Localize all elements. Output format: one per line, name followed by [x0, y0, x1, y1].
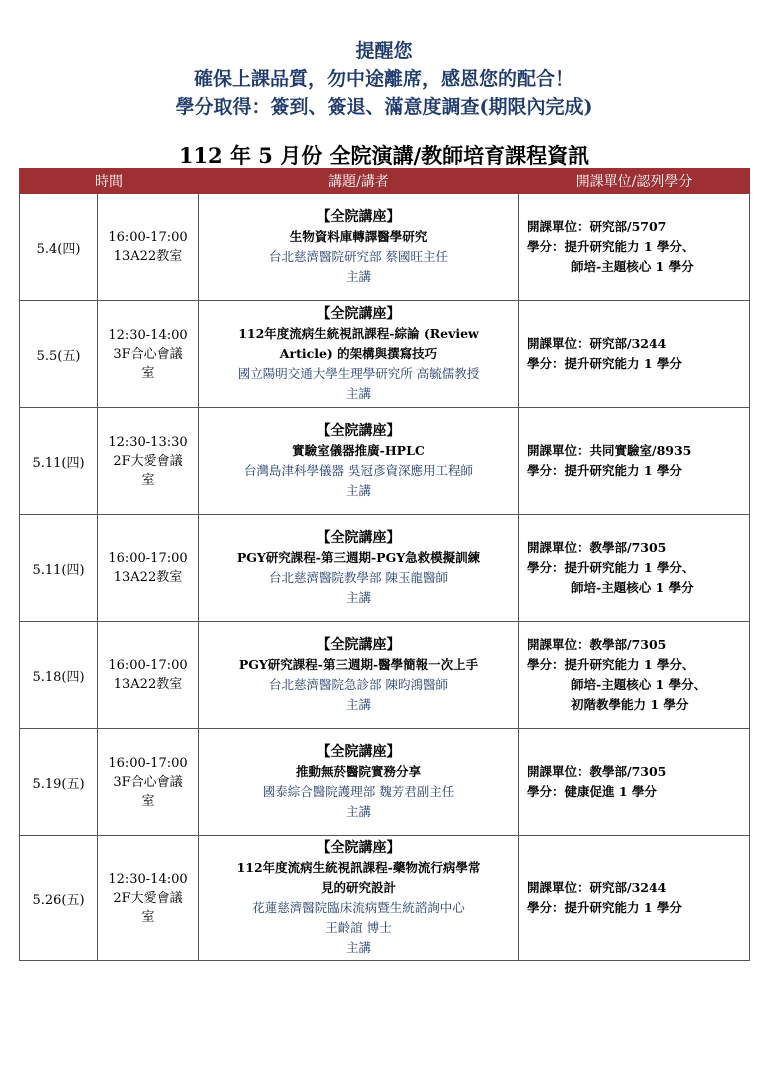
- time-line: 16:00-17:00: [108, 658, 188, 673]
- credit-line: 師培-主題核心 1 學分: [571, 259, 694, 274]
- credit-line: 初階教學能力 1 學分: [571, 697, 689, 712]
- row-date: 5.11(四): [20, 515, 98, 622]
- notice-attendance: 確保上課品質，勿中途離席，感恩您的配合！: [193, 68, 574, 90]
- credit-line: 師培-主題核心 1 學分: [571, 580, 694, 595]
- speaker-role: 主講: [345, 483, 371, 498]
- row-topic: [199, 836, 519, 961]
- time-line: 12:30-13:30: [108, 434, 188, 450]
- credit-line: 學分：提升研究能力 1 學分、: [527, 657, 695, 672]
- row-date: 5.4(四): [20, 194, 98, 301]
- row-topic: [199, 622, 519, 729]
- time-line: 室: [141, 472, 155, 488]
- time-line: 3F合心會議: [113, 774, 183, 790]
- lecture-tag: 【全院講座】: [316, 637, 401, 653]
- table-row: [20, 836, 750, 961]
- lecture-speaker: 台北慈濟醫院急診部 陳昀鴻醫師: [269, 677, 448, 692]
- page-title: 112 年 5 月份 全院演講/教師培育課程資訊: [178, 143, 590, 168]
- row-unit-credits: [519, 301, 750, 408]
- row-topic: [199, 194, 519, 301]
- course-unit: 開課單位：教學部/7305: [527, 764, 667, 779]
- table-row: [20, 622, 750, 729]
- row-time-location: [98, 194, 199, 301]
- credit-line: 學分：健康促進 1 學分: [527, 784, 657, 799]
- lecture-speaker: 國立陽明交通大學生理學研究所 高毓儒教授: [237, 366, 480, 381]
- time-line: 13A22教室: [113, 570, 183, 585]
- row-topic: [199, 408, 519, 515]
- lecture-tag: 【全院講座】: [316, 209, 401, 225]
- time-line: 16:00-17:00: [108, 551, 188, 566]
- lecture-speaker: 王齡誼 博士: [325, 920, 392, 935]
- row-time-location: [98, 408, 199, 515]
- lecture-title: PGY研究課程-第三週期-PGY急救模擬訓練: [236, 550, 481, 565]
- time-line: 16:00-17:00: [108, 755, 188, 771]
- row-date: 5.18(四): [20, 622, 98, 729]
- lecture-title: 實驗室儀器推廣-HPLC: [292, 443, 425, 458]
- row-date: 5.26(五): [20, 836, 98, 961]
- row-unit-credits: [519, 515, 750, 622]
- lecture-title: PGY研究課程-第三週期-醫學簡報一次上手: [238, 657, 479, 672]
- lecture-title: 推動無菸醫院實務分享: [295, 764, 421, 779]
- lecture-title: 生物資料庫轉譯醫學研究: [289, 229, 428, 244]
- row-unit-credits: [519, 194, 750, 301]
- row-unit-credits: [519, 408, 750, 515]
- time-line: 13A22教室: [113, 249, 183, 264]
- time-line: 3F合心會議: [113, 346, 183, 362]
- speaker-role: 主講: [345, 386, 371, 401]
- credit-line: 師培-主題核心 1 學分、: [571, 677, 707, 692]
- speaker-role: 主講: [345, 269, 371, 284]
- table-row: [20, 729, 750, 836]
- lecture-tag: 【全院講座】: [316, 840, 401, 856]
- table-row: [20, 408, 750, 515]
- course-unit: 開課單位：教學部/7305: [527, 540, 667, 555]
- time-line: 室: [141, 365, 155, 381]
- course-unit: 開課單位：共同實驗室/8935: [527, 443, 692, 458]
- time-line: 室: [141, 793, 155, 809]
- row-time-location: [98, 515, 199, 622]
- row-topic: [199, 515, 519, 622]
- table-row: [20, 515, 750, 622]
- credit-line: 學分：提升研究能力 1 學分: [527, 463, 682, 478]
- speaker-role: 主講: [345, 697, 371, 712]
- course-unit: 開課單位：教學部/7305: [527, 637, 667, 652]
- lecture-tag: 【全院講座】: [316, 423, 401, 439]
- row-time-location: [98, 729, 199, 836]
- header-row: [20, 169, 750, 194]
- credit-line: 學分：提升研究能力 1 學分、: [527, 239, 695, 254]
- speaker-role: 主講: [345, 590, 371, 605]
- lecture-title: 112年度流病生統視訊課程-藥物流行病學常: [236, 860, 481, 875]
- notice-credit-requirements: 學分取得：簽到、簽退、滿意度調查(期限內完成): [175, 96, 593, 118]
- credit-line: 學分：提升研究能力 1 學分: [527, 900, 682, 915]
- schedule-table: [19, 168, 750, 961]
- time-line: 室: [141, 909, 155, 925]
- course-unit: 開課單位：研究部/5707: [527, 219, 667, 234]
- credit-line: 學分：提升研究能力 1 學分、: [527, 560, 695, 575]
- speaker-role: 主講: [345, 804, 371, 819]
- time-line: 2F大愛會議: [113, 453, 183, 469]
- credit-line: 學分：提升研究能力 1 學分: [527, 356, 682, 371]
- lecture-tag: 【全院講座】: [316, 306, 401, 322]
- time-line: 12:30-14:00: [108, 327, 188, 343]
- row-time-location: [98, 622, 199, 729]
- course-unit: 開課單位：研究部/3244: [527, 880, 667, 895]
- lecture-tag: 【全院講座】: [316, 530, 401, 546]
- lecture-title: Article) 的架構與撰寫技巧: [279, 346, 438, 361]
- time-line: 13A22教室: [113, 677, 183, 692]
- header-topic: 講題/講者: [199, 169, 519, 194]
- lecture-tag: 【全院講座】: [316, 744, 401, 760]
- lecture-speaker: 花蓮慈濟醫院臨床流病暨生統諮詢中心: [252, 900, 465, 915]
- time-line: 12:30-14:00: [108, 871, 188, 887]
- speaker-role: 主講: [345, 940, 371, 955]
- header-time: 時間: [20, 169, 199, 194]
- lecture-speaker: 台北慈濟醫院教學部 陳玉龍醫師: [269, 570, 448, 585]
- row-topic: [199, 301, 519, 408]
- header-unit: 開課單位/認列學分: [519, 169, 750, 194]
- row-time-location: [98, 301, 199, 408]
- time-line: 2F大愛會議: [113, 890, 183, 906]
- row-unit-credits: [519, 836, 750, 961]
- row-unit-credits: [519, 729, 750, 836]
- notice-heading: 提醒您: [355, 40, 413, 62]
- row-date: 5.11(四): [20, 408, 98, 515]
- row-topic: [199, 729, 519, 836]
- lecture-speaker: 台灣島津科學儀器 吳冠彥資深應用工程師: [244, 463, 473, 478]
- row-date: 5.19(五): [20, 729, 98, 836]
- row-time-location: [98, 836, 199, 961]
- table-row: [20, 194, 750, 301]
- course-unit: 開課單位：研究部/3244: [527, 336, 667, 351]
- lecture-title: 見的研究設計: [320, 880, 396, 895]
- lecture-speaker: 國泰綜合醫院護理部 魏芳君副主任: [262, 784, 455, 799]
- lecture-title: 112年度流病生統視訊課程-綜論 (Review: [238, 326, 479, 341]
- table-row: [20, 301, 750, 408]
- lecture-speaker: 台北慈濟醫院研究部 蔡國旺主任: [269, 249, 448, 264]
- row-unit-credits: [519, 622, 750, 729]
- time-line: 16:00-17:00: [108, 230, 188, 245]
- row-date: 5.5(五): [20, 301, 98, 408]
